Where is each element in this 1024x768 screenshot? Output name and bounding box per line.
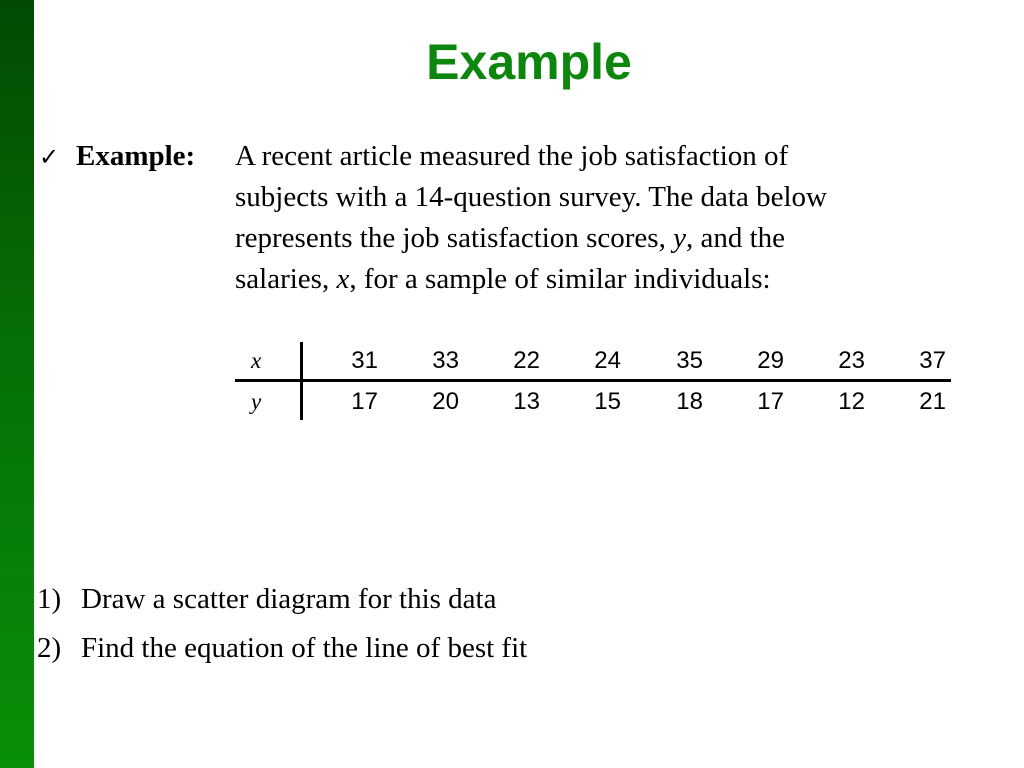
y-value: 17 <box>351 388 378 415</box>
x-value: 33 <box>432 347 459 374</box>
slide-title: Example <box>426 34 632 90</box>
x-value: 35 <box>676 347 703 374</box>
data-table <box>235 342 951 420</box>
y-value: 13 <box>513 388 540 415</box>
y-value: 21 <box>919 388 946 415</box>
x-value: 23 <box>838 347 865 374</box>
line-3-text-b: , and the <box>685 222 786 254</box>
task-item <box>37 628 527 669</box>
variable-y: y <box>673 222 686 254</box>
variable-x: x <box>336 263 350 295</box>
table-row-x <box>235 344 951 378</box>
y-value: 17 <box>757 388 784 415</box>
example-paragraph <box>235 136 995 300</box>
line-4-text-b: , for a sample of similar individuals: <box>349 263 771 295</box>
x-value: 22 <box>513 347 540 374</box>
line-4-text-a: salaries, <box>235 263 337 295</box>
x-value: 31 <box>351 347 378 374</box>
task-item <box>37 579 497 620</box>
example-label: Example: <box>76 140 196 172</box>
task-text: Find the equation of the line of best fit <box>81 632 528 664</box>
paragraph-line-2: subjects with a 14-question survey. The data below <box>235 181 827 213</box>
y-value: 20 <box>432 388 459 415</box>
x-value: 24 <box>594 347 621 374</box>
table-row-y <box>235 385 951 419</box>
line-3-text-a: represents the job satisfaction scores, <box>235 222 674 254</box>
paragraph-line-1: A recent article measured the job satisfaction of <box>235 140 789 172</box>
x-row-label: x <box>251 348 262 373</box>
green-side-bar <box>0 0 34 768</box>
y-row-label: y <box>251 389 262 414</box>
y-value: 12 <box>838 388 865 415</box>
x-value: 29 <box>757 347 784 374</box>
task-text: Draw a scatter diagram for this data <box>81 583 497 615</box>
paragraph-line-4 <box>235 259 995 300</box>
y-value: 18 <box>676 388 703 415</box>
task-number: 1) <box>37 583 62 615</box>
paragraph-line-3 <box>235 218 995 259</box>
x-value: 37 <box>919 347 946 374</box>
check-icon: ✓ <box>39 143 60 171</box>
task-number: 2) <box>37 632 62 664</box>
table-horizontal-rule <box>235 379 951 382</box>
y-value: 15 <box>594 388 621 415</box>
